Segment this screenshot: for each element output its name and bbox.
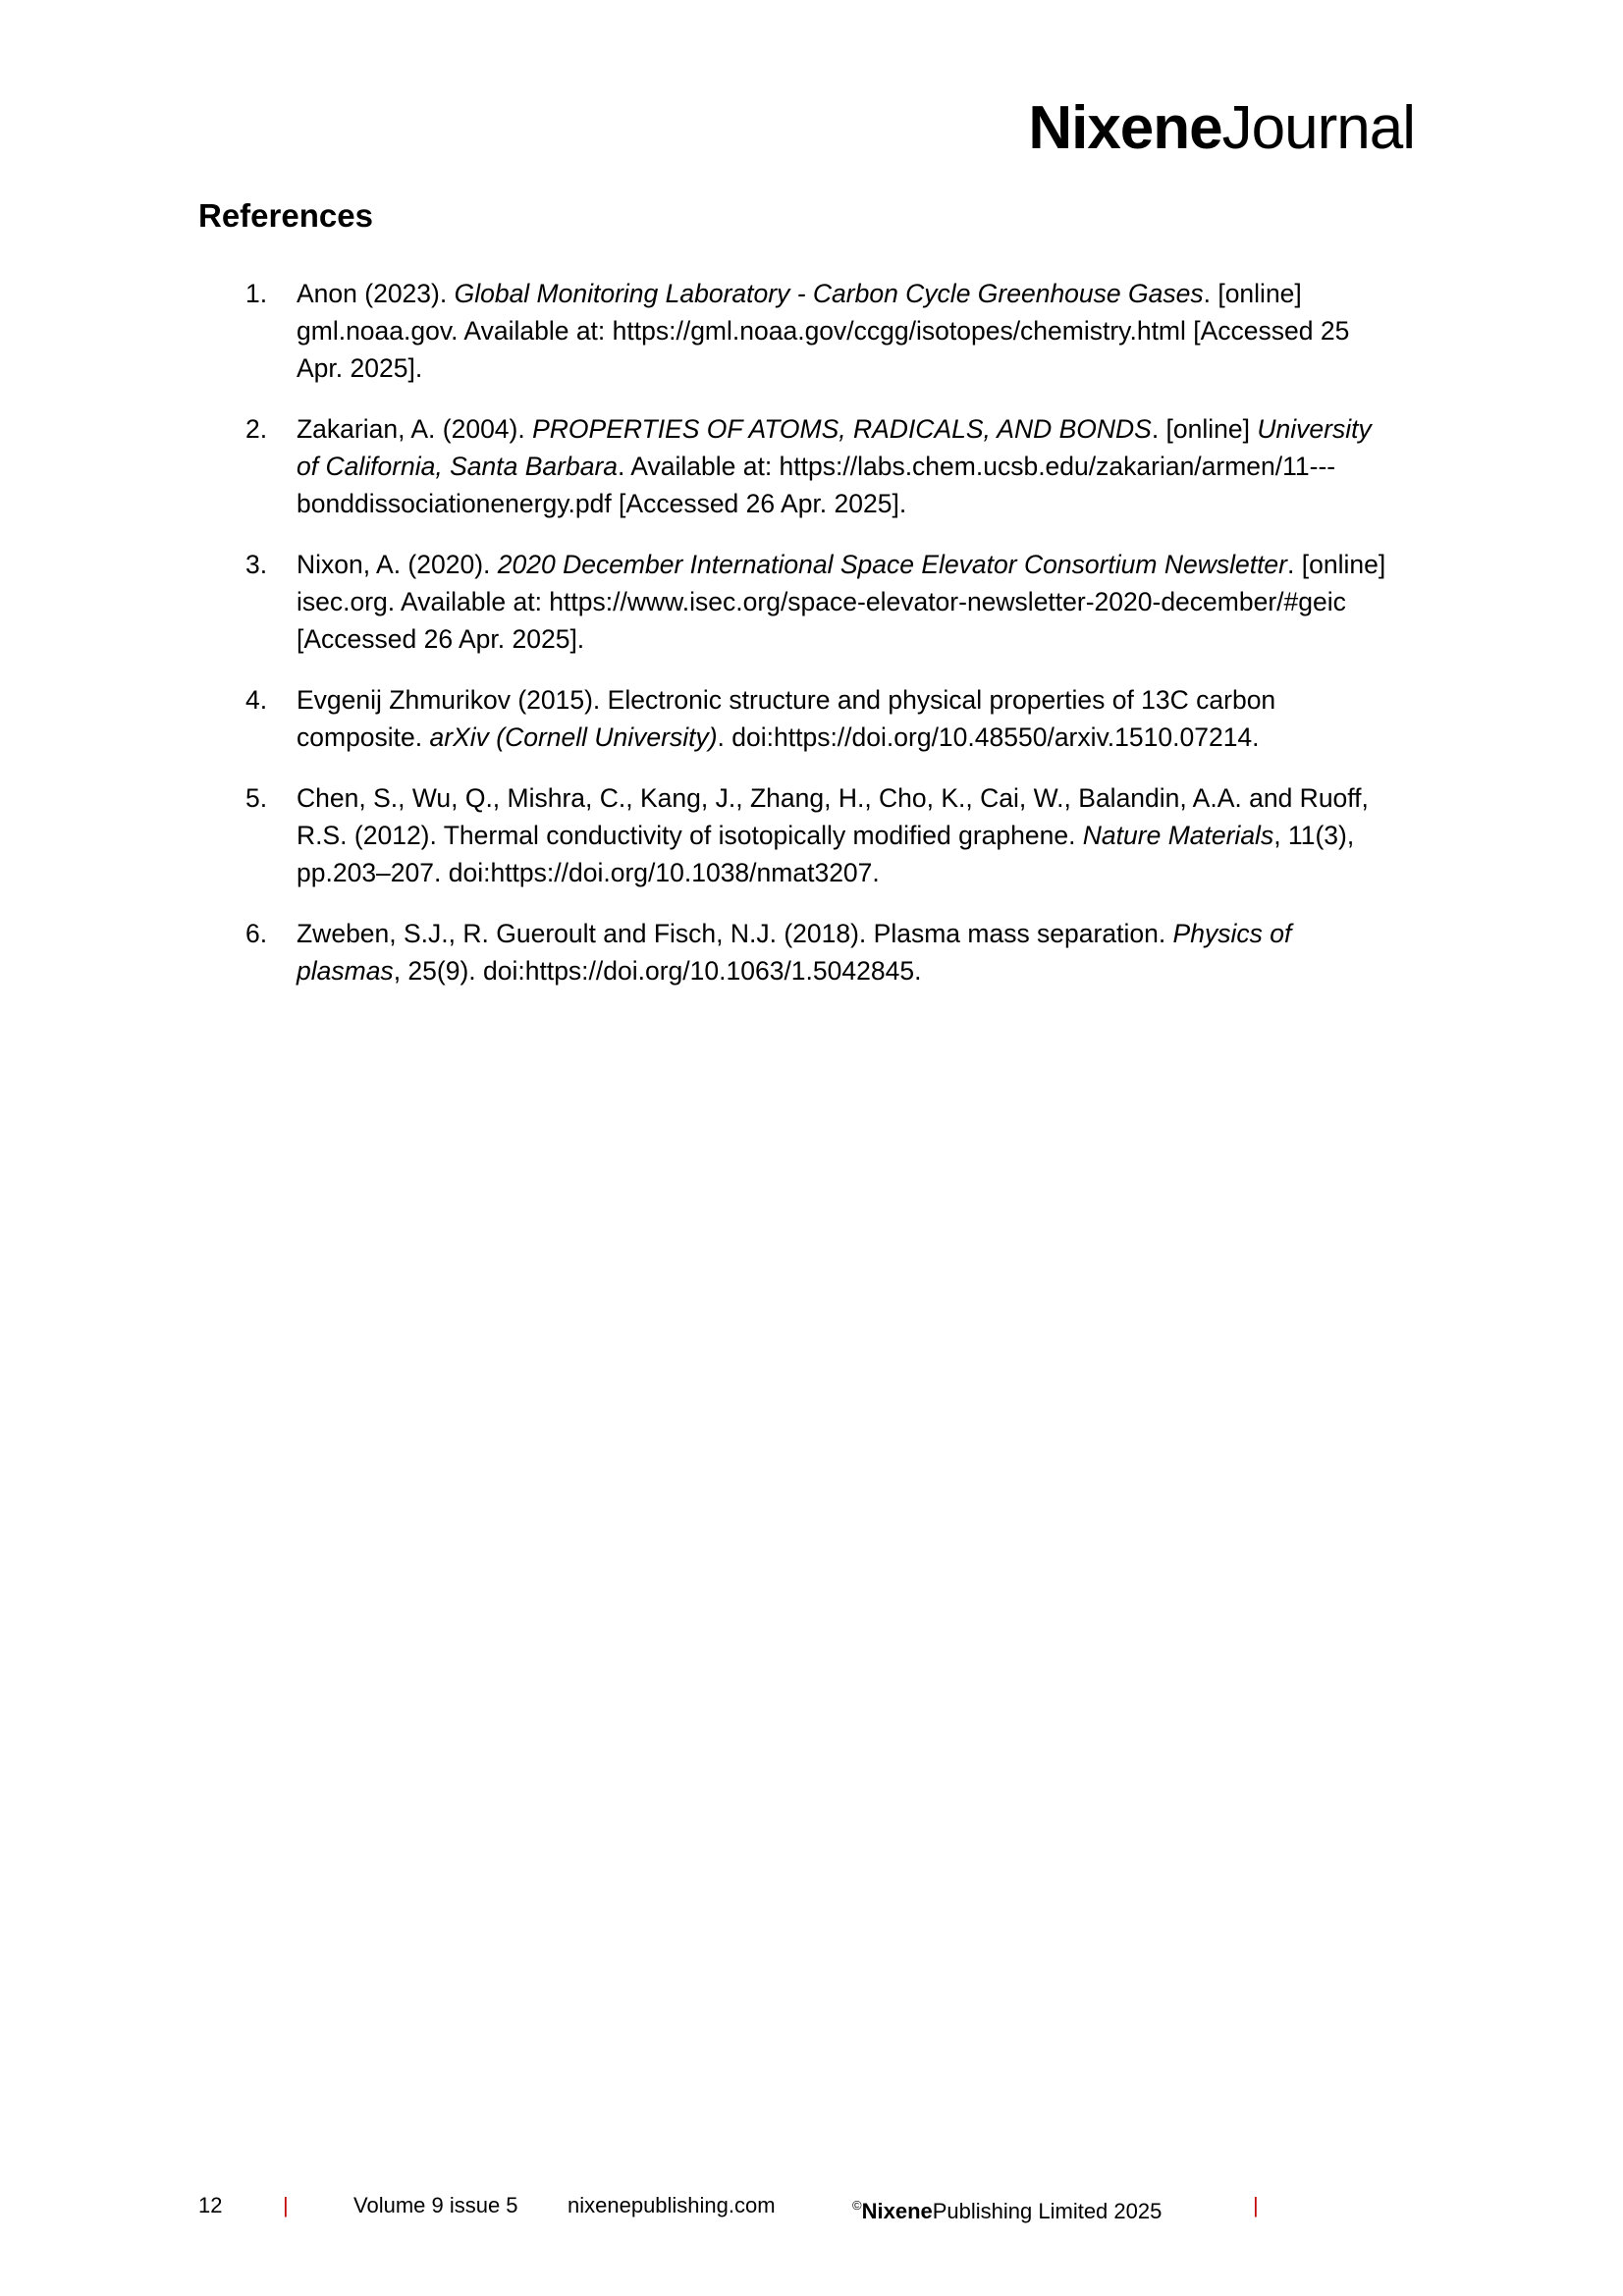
- reference-item: [245, 915, 1394, 989]
- references-list: [245, 275, 1394, 1013]
- reference-number: 3.: [245, 550, 268, 579]
- reference-segment: Zakarian, A. (2004).: [297, 414, 533, 444]
- logo-light-text: Journal: [1221, 94, 1415, 162]
- reference-italic-segment: arXiv (Cornell University): [429, 722, 718, 752]
- reference-text: [297, 681, 1394, 756]
- footer-website[interactable]: nixenepublishing.com: [568, 2193, 776, 2217]
- reference-italic-segment: Physics of plasmas: [297, 919, 1292, 986]
- reference-segment: , 11(3), pp.203–207. doi:https://doi.org/10.1038/nmat3207.: [297, 821, 1355, 887]
- journal-logo: [1028, 94, 1415, 163]
- reference-item: [245, 779, 1394, 891]
- reference-segment: . [online]: [1151, 414, 1258, 444]
- reference-segment: Nixon, A. (2020).: [297, 550, 498, 579]
- reference-number: 5.: [245, 783, 268, 813]
- reference-item: [245, 681, 1394, 756]
- reference-italic-segment: Nature Materials: [1082, 821, 1274, 850]
- reference-segment: Chen, S., Wu, Q., Mishra, C., Kang, J., Zhang, H., Cho, K., Cai, W., Balandin, A.A. and Ruoff, R.S. (2012). Thermal conductivity of isotopically modified graphene.: [297, 783, 1369, 850]
- reference-text: [297, 275, 1394, 387]
- reference-segment: . [online] isec.org. Available at: https://www.isec.org/space-elevator-newsletter-2020-december/#geic [Accessed 26 Apr. 2025].: [297, 550, 1386, 654]
- page-footer: [0, 2191, 1623, 2223]
- footer-separator-right: |: [1253, 2193, 1259, 2217]
- reference-italic-segment: PROPERTIES OF ATOMS, RADICALS, AND BONDS: [532, 414, 1152, 444]
- reference-segment: . [online] gml.noaa.gov. Available at: https://gml.noaa.gov/ccgg/isotopes/chemistry.html [Accessed 25 Apr. 2025].: [297, 279, 1350, 383]
- footer-copyright: [852, 2191, 1162, 2226]
- reference-segment: , 25(9). doi:https://doi.org/10.1063/1.5042845.: [393, 956, 922, 986]
- reference-text: [297, 546, 1394, 658]
- reference-segment: . Available at: https://labs.chem.ucsb.edu/zakarian/armen/11---bonddissociationenergy.pdf [Accessed 26 Apr. 2025].: [297, 452, 1336, 518]
- copyright-symbol: ©: [852, 2198, 862, 2213]
- footer-publisher-bold: Nixene: [861, 2199, 933, 2223]
- reference-number: 2.: [245, 414, 268, 444]
- reference-text: [297, 779, 1394, 891]
- footer-separator-left: |: [283, 2193, 289, 2217]
- footer-publisher-rest: Publishing Limited 2025: [932, 2199, 1163, 2223]
- footer-page-number: 12: [198, 2193, 223, 2217]
- reference-number: 4.: [245, 685, 268, 715]
- reference-segment: Anon (2023).: [297, 279, 455, 308]
- reference-segment: . doi:https://doi.org/10.48550/arxiv.1510.07214.: [717, 722, 1260, 752]
- reference-text: [297, 915, 1394, 989]
- logo-bold-text: Nixene: [1028, 94, 1222, 162]
- reference-text: [297, 410, 1394, 522]
- reference-segment: Zweben, S.J., R. Gueroult and Fisch, N.J. (2018). Plasma mass separation.: [297, 919, 1173, 948]
- reference-italic-segment: 2020 December International Space Elevator Consortium Newsletter: [497, 550, 1287, 579]
- reference-italic-segment: Global Monitoring Laboratory - Carbon Cycle Greenhouse Gases: [454, 279, 1204, 308]
- reference-item: [245, 410, 1394, 522]
- references-heading: References: [198, 197, 373, 234]
- reference-item: [245, 275, 1394, 387]
- footer-volume: Volume 9 issue 5: [353, 2193, 518, 2217]
- reference-item: [245, 546, 1394, 658]
- reference-segment: Evgenij Zhmurikov (2015). Electronic structure and physical properties of 13C carbon composite.: [297, 685, 1276, 752]
- reference-number: 1.: [245, 279, 268, 308]
- reference-number: 6.: [245, 919, 268, 948]
- reference-italic-segment: University of California, Santa Barbara: [297, 414, 1372, 481]
